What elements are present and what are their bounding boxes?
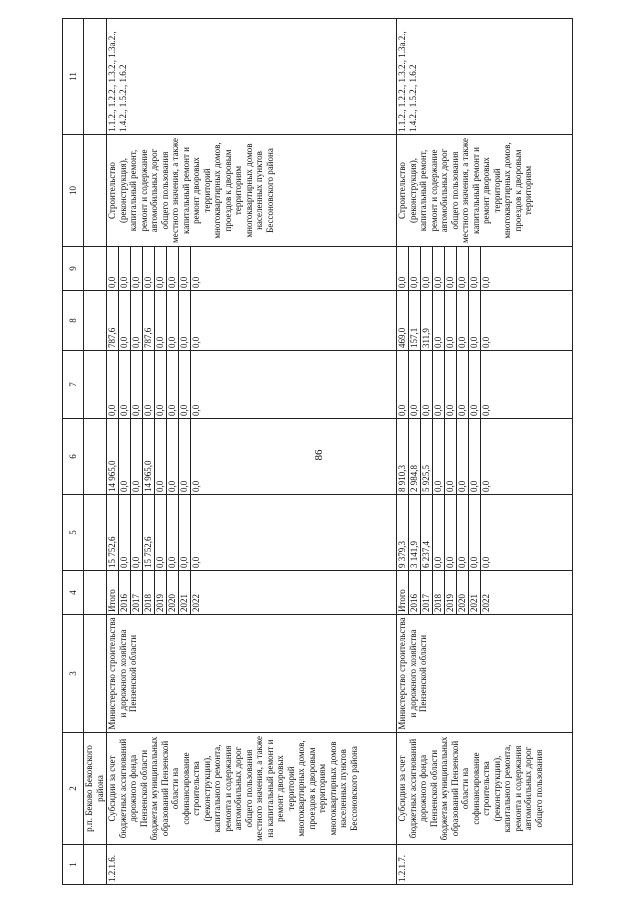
value-cell: 157,1 xyxy=(409,291,421,350)
year-cell: 2019 xyxy=(155,571,167,614)
column-header: 10 xyxy=(63,135,84,247)
year-cell: Итого xyxy=(397,571,409,614)
value-cell: 0,0 xyxy=(167,247,179,290)
column-header: 2 xyxy=(63,733,84,845)
value-cell: 0,0 xyxy=(155,247,167,290)
year-cell: Итого xyxy=(107,571,119,614)
value-cell: 0,0 xyxy=(457,291,469,350)
table-row xyxy=(107,19,397,885)
value-cell: 0,0 xyxy=(179,291,191,350)
value-cell: 15 752,6 xyxy=(107,495,119,570)
district-header: р.п. Беково Бековского района xyxy=(84,733,107,845)
value-cell: 0,0 xyxy=(481,336,491,348)
value-cell: 0,0 xyxy=(155,351,167,418)
year-cell: 2022 xyxy=(191,594,201,612)
value-cell: 0,0 xyxy=(119,495,131,570)
activity-name: Субсидии за счет бюджетных ассигнований дорожного фонда Пензенской области бюджетам муниципальных образований Пензенской области на софинансирование строительства (реконструкции), капитального ремонта, ремонта и содержания автомобильных дорог общего пользования местного значения, а также на капитальный ремонт и ремонт дворовых территорий многоквартирных домов, проездов к дворовым территориям многоквартирных домов населенных пунктов Бессоновского района xyxy=(107,733,397,845)
value-cell: 0,0 xyxy=(191,336,201,348)
value-cell: 14 965,0 xyxy=(107,419,119,494)
value-cell: 2 984,8 xyxy=(409,419,421,494)
column-header: 1 xyxy=(63,845,84,885)
value-cell: 0,0 xyxy=(167,291,179,350)
year-cell: 2018 xyxy=(433,571,445,614)
value-cell: 787,6 xyxy=(143,291,155,350)
indicator-links: 1.1.2., 1.2.2., 1.3.2., 1.3а.2., 1.4.2., 1.5.2., 1.6.2 xyxy=(107,19,397,135)
value-cell: 0,0 xyxy=(191,556,201,568)
value-cell: 0,0 xyxy=(107,351,119,418)
value-cell: 0,0 xyxy=(409,351,421,418)
value-cell: 0,0 xyxy=(107,247,119,290)
value-cell: 0,0 xyxy=(469,247,481,290)
year-cell: 2016 xyxy=(119,571,131,614)
executor: Министерство строительства и дорожного хозяйства Пензенской области xyxy=(397,615,573,733)
value-cell: 0,0 xyxy=(191,480,201,492)
value-cell: 0,0 xyxy=(131,419,143,494)
value-cell: 0,0 xyxy=(167,419,179,494)
value-cell: 0,0 xyxy=(457,495,469,570)
value-cell: 0,0 xyxy=(191,276,201,288)
value-cell: 0,0 xyxy=(143,247,155,290)
value-cell: 0,0 xyxy=(445,351,457,418)
expected-result: Строительство (реконструкция), капитальный ремонт, ремонт и содержание автомобильных дорог общего пользования местного значения, а также капитальный ремонт и ремонт дворовых территорий многоквартирных домов, проездов к дворовым территориям xyxy=(397,135,573,247)
value-cell: 0,0 xyxy=(179,247,191,290)
column-header: 9 xyxy=(63,247,84,291)
value-cell: 0,0 xyxy=(469,291,481,350)
year-cell: 2020 xyxy=(457,571,469,614)
expected-result: Строительство (реконструкция), капитальный ремонт, ремонт и содержание автомобильных дорог общего пользования местного значения, а также капитальный ремонт и ремонт дворовых территорий многоквартирных домов, проездов к дворовым территориям многоквартирных домов населенных пунктов Бессоновского района xyxy=(107,135,397,247)
indicator-links: 1.1.2., 1.2.2., 1.3.2., 1.3а.2., 1.4.2., 1.5.2., 1.6.2 xyxy=(397,19,573,135)
value-cell: 0,0 xyxy=(469,351,481,418)
value-cell: 0,0 xyxy=(481,404,491,416)
year-cell: 2017 xyxy=(421,571,433,614)
column-number-row xyxy=(63,19,84,885)
value-cell: 0,0 xyxy=(481,556,491,568)
value-cell: 0,0 xyxy=(397,247,409,290)
value-cell: 0,0 xyxy=(445,247,457,290)
table-row xyxy=(397,19,573,885)
value-cell: 469,0 xyxy=(397,291,409,350)
district-header-row xyxy=(84,19,107,885)
value-cell: 14 965,0 xyxy=(143,419,155,494)
value-cell: 0,0 xyxy=(167,495,179,570)
value-cell: 0,0 xyxy=(433,351,445,418)
value-cell: 0,0 xyxy=(143,351,155,418)
value-cell: 0,0 xyxy=(481,276,491,288)
row-code: 1.2.1.6. xyxy=(107,845,397,885)
value-cell: 0,0 xyxy=(433,495,445,570)
column-header: 3 xyxy=(63,615,84,733)
value-cell: 0,0 xyxy=(409,247,421,290)
value-cell: 0,0 xyxy=(445,495,457,570)
value-cell: 0,0 xyxy=(469,419,481,494)
executor: Министерство строительства и дорожного хозяйства Пензенской области xyxy=(107,615,397,733)
value-cell: 0,0 xyxy=(397,351,409,418)
value-cell: 0,0 xyxy=(131,495,143,570)
value-cell: 0,0 xyxy=(433,419,445,494)
value-cell: 0,0 xyxy=(179,419,191,494)
rotated-table-container xyxy=(62,19,580,885)
column-header: 11 xyxy=(63,19,84,135)
value-cell: 5 925,5 xyxy=(421,419,433,494)
year-cell: 2020 xyxy=(167,571,179,614)
value-cell: 0,0 xyxy=(421,247,433,290)
value-cell: 0,0 xyxy=(421,351,433,418)
year-cell: 2017 xyxy=(131,571,143,614)
value-cell: 0,0 xyxy=(155,495,167,570)
value-cell: 8 910,3 xyxy=(397,419,409,494)
row-code: 1.2.1.7. xyxy=(397,845,573,885)
year-cell: 2022 xyxy=(481,594,491,612)
value-cell: 0,0 xyxy=(433,247,445,290)
activity-name: Субсидии за счет бюджетных ассигнований дорожного фонда Пензенской области бюджетам муниципальных образований Пензенской области на софинансирование строительства (реконструкции), капитального ремонта, ремонта и содержания автомобильных дорог общего пользования xyxy=(397,733,573,845)
year-cell: 2018 xyxy=(143,571,155,614)
value-cell: 787,6 xyxy=(107,291,119,350)
value-cell: 15 752,6 xyxy=(143,495,155,570)
value-cell: 0,0 xyxy=(155,419,167,494)
column-header: 4 xyxy=(63,571,84,615)
value-cell: 0,0 xyxy=(433,291,445,350)
column-header: 7 xyxy=(63,351,84,419)
value-cell: 0,0 xyxy=(445,291,457,350)
value-cell: 0,0 xyxy=(155,291,167,350)
year-cell: 2016 xyxy=(409,571,421,614)
value-cell: 9 379,3 xyxy=(397,495,409,570)
column-header: 5 xyxy=(63,495,84,571)
value-cell: 0,0 xyxy=(179,351,191,418)
document-sheet xyxy=(62,19,580,885)
program-activities-table xyxy=(62,18,573,885)
value-cell: 0,0 xyxy=(179,495,191,570)
value-cell: 0,0 xyxy=(457,351,469,418)
value-cell: 0,0 xyxy=(131,351,143,418)
value-cell: 0,0 xyxy=(131,291,143,350)
value-cell: 0,0 xyxy=(457,247,469,290)
value-cell: 0,0 xyxy=(119,351,131,418)
value-cell: 0,0 xyxy=(445,419,457,494)
value-cell: 0,0 xyxy=(119,247,131,290)
year-cell: 2019 xyxy=(445,571,457,614)
value-cell: 0,0 xyxy=(131,247,143,290)
column-header: 8 xyxy=(63,291,84,351)
value-cell: 6 237,4 xyxy=(421,495,433,570)
value-cell: 0,0 xyxy=(191,404,201,416)
value-cell: 311,9 xyxy=(421,291,433,350)
column-header: 6 xyxy=(63,419,84,495)
value-cell: 0,0 xyxy=(119,291,131,350)
value-cell: 0,0 xyxy=(457,419,469,494)
value-cell: 0,0 xyxy=(119,419,131,494)
value-cell: 0,0 xyxy=(481,480,491,492)
year-cell: 2021 xyxy=(179,571,191,614)
value-cell: 0,0 xyxy=(469,495,481,570)
value-cell: 3 141,9 xyxy=(409,495,421,570)
year-cell: 2021 xyxy=(469,571,481,614)
value-cell: 0,0 xyxy=(167,351,179,418)
